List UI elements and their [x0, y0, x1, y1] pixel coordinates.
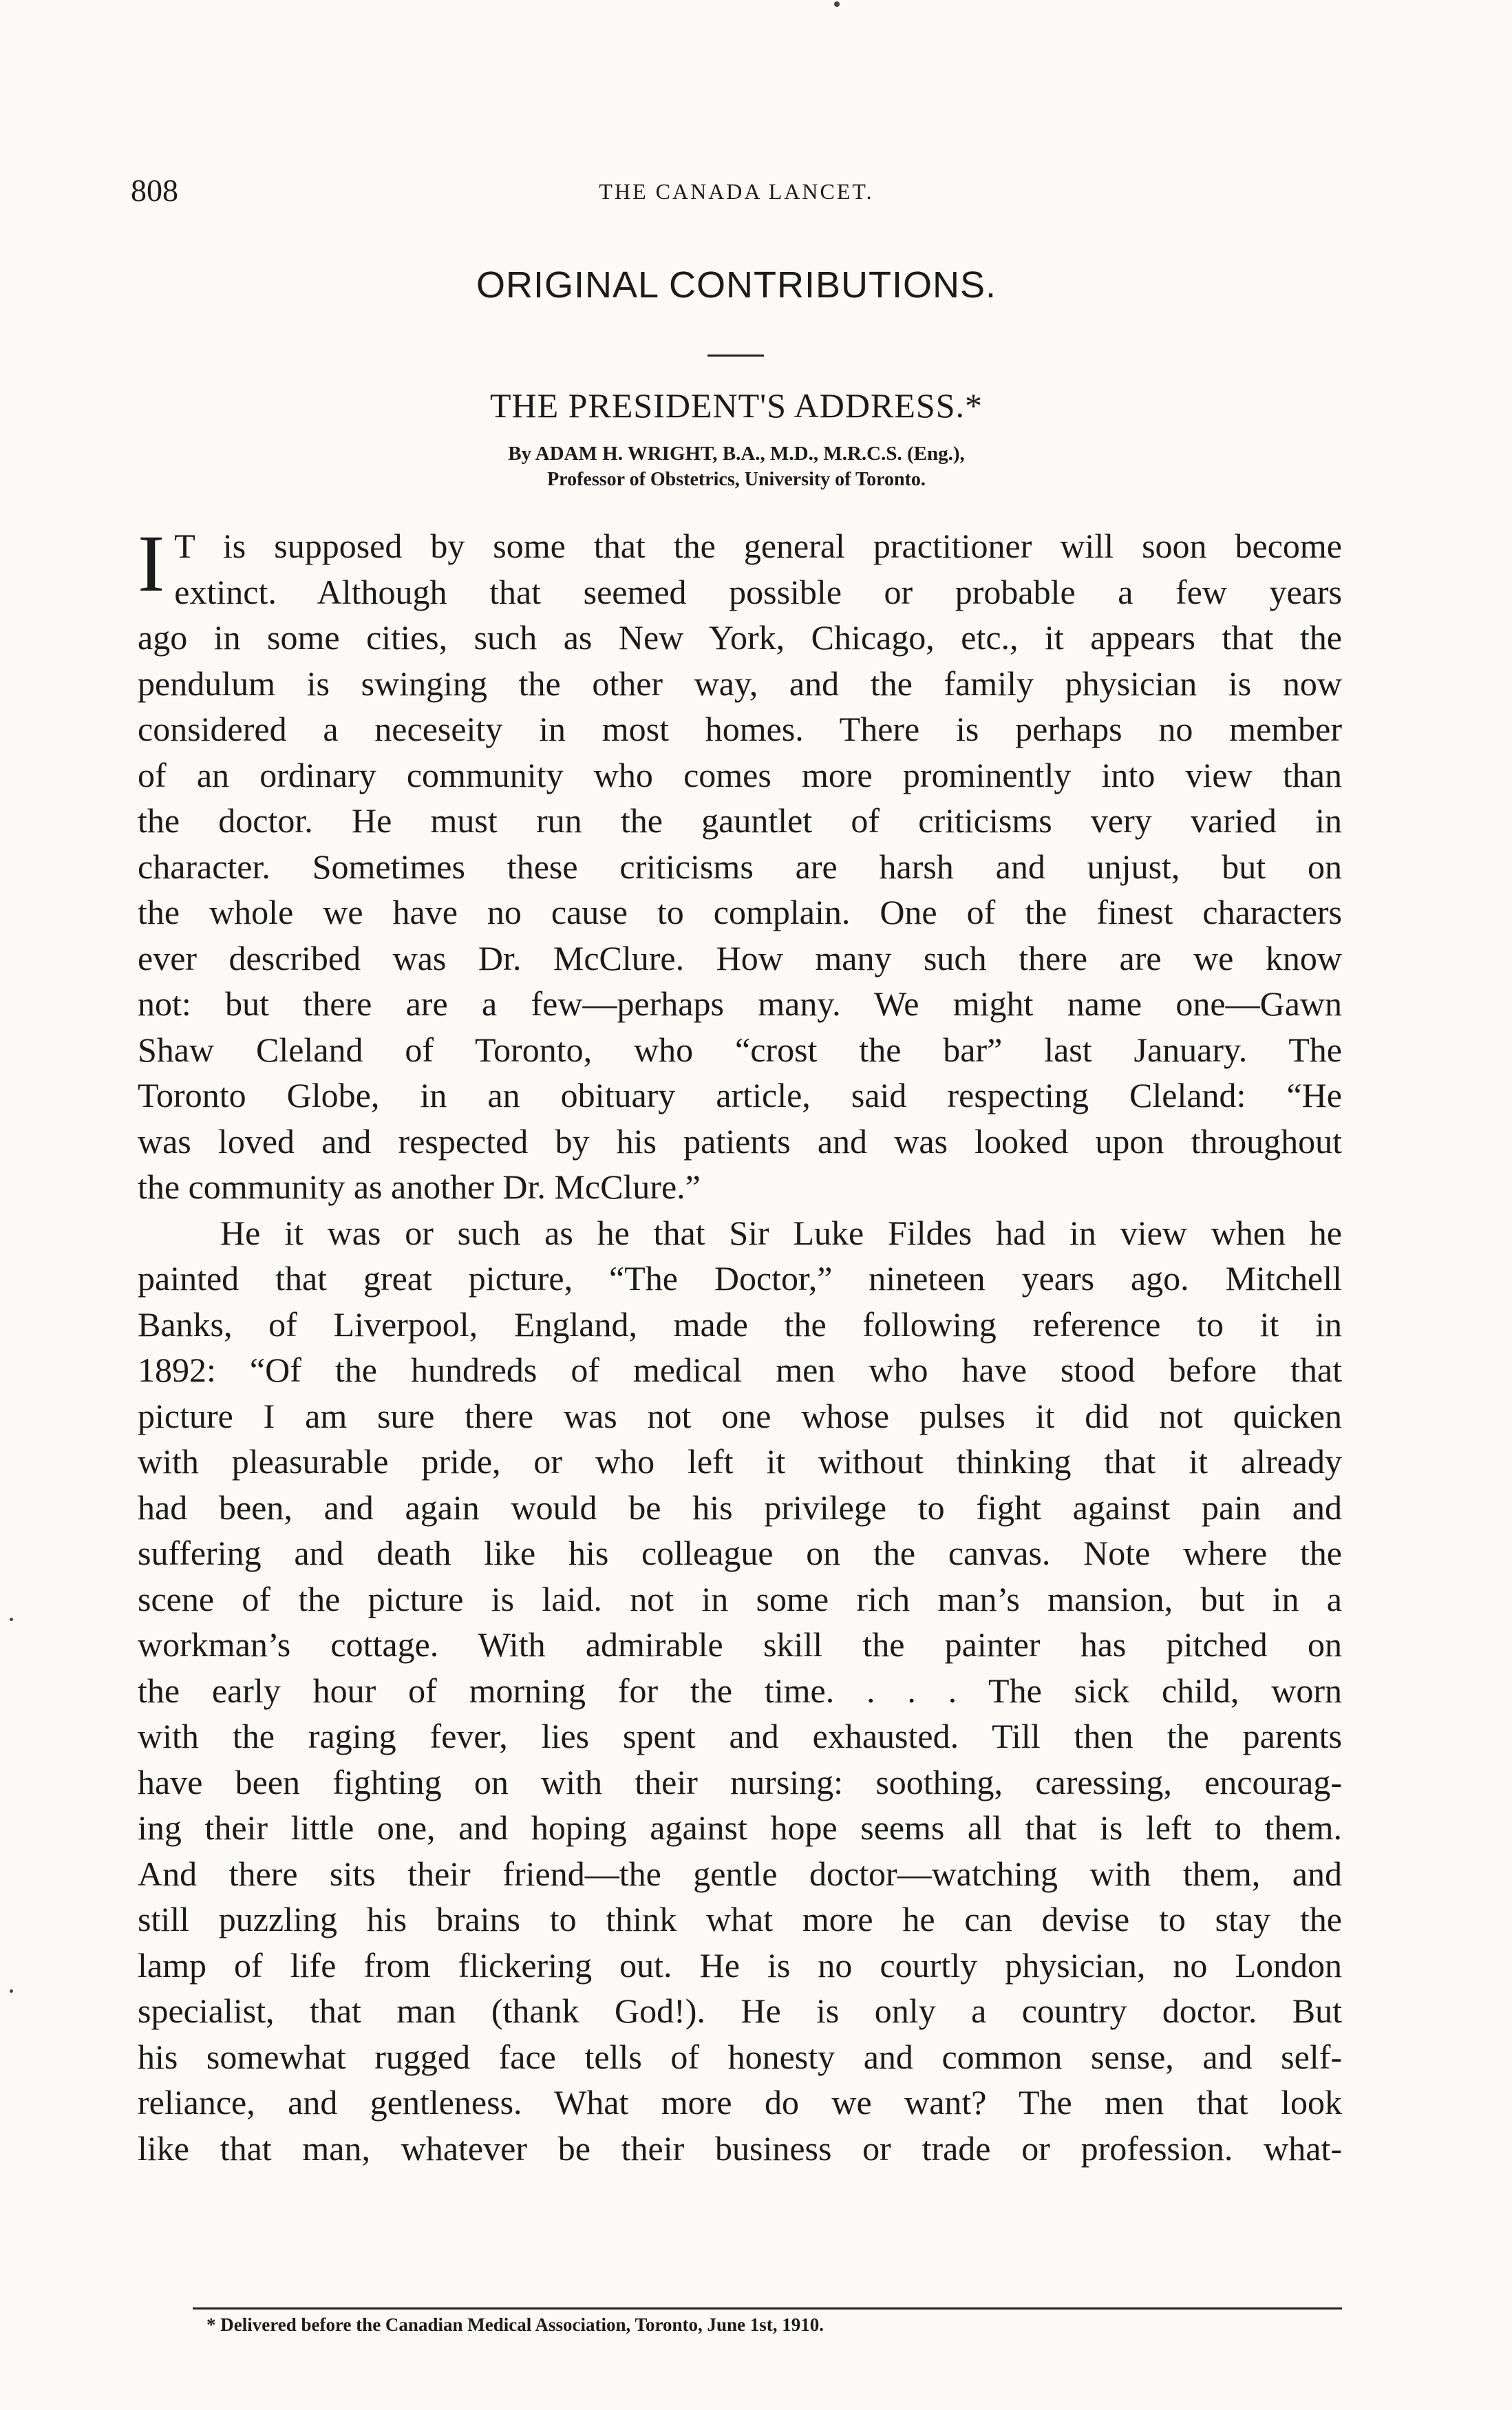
text-line: had been, and again would be his privilege to fight against pain and: [138, 1488, 1342, 1527]
text-line: like that man, whatever be their business or trade or profession. what-: [138, 2128, 1342, 2168]
paragraph-2: [138, 1210, 1342, 2172]
text-line: 1892: “Of the hundreds of medical men who have stood before that: [138, 1351, 1342, 1389]
text-line: picture I am sure there was not one whose pulses it did not quicken: [138, 1396, 1342, 1435]
title-rule: [707, 355, 764, 357]
text-line: ever described was Dr. McClure. How many such there are we know: [138, 938, 1342, 977]
page-number: 808: [131, 173, 178, 208]
text-line: still puzzling his brains to think what more he can devise to stay the: [138, 1900, 1342, 1938]
byline-block: [131, 441, 1342, 493]
text-line: extinct. Although that seemed possible or probable a few years: [174, 572, 1342, 611]
text-line: T is supposed by some that the general practitioner will soon become: [174, 527, 1342, 565]
text-line: not: but there are a few—perhaps many. We might name one—Gawn: [138, 984, 1342, 1023]
running-head: THE CANADA LANCET.: [599, 179, 874, 204]
text-line: his somewhat rugged face tells of honesty and common sense, and self-: [138, 2037, 1342, 2076]
text-line: of an ordinary community who comes more prominently into view than: [138, 755, 1342, 794]
text-line: considered a neceseity in most homes. There is perhaps no member: [138, 710, 1342, 748]
text-line: scene of the picture is laid. not in some rich man’s mansion, but in a: [138, 1579, 1342, 1618]
byline: By ADAM H. WRIGHT, B.A., M.D., M.R.C.S. (Eng.),: [508, 443, 965, 465]
page-header: [131, 172, 1342, 213]
text-line: Shaw Cleland of Toronto, who “crost the bar” last January. The: [138, 1030, 1342, 1069]
text-line: specialist, that man (thank God!). He is only a country doctor. But: [138, 1991, 1342, 2030]
text-line: And there sits their friend—the gentle doctor—watching with them, and: [138, 1854, 1342, 1893]
footnote: * Delivered before the Canadian Medical Association, Toronto, June 1st, 1910.: [206, 2314, 824, 2335]
text-line: pendulum is swinging the other way, and the family physician is now: [138, 664, 1342, 703]
affiliation: Professor of Obstetrics, University of Toronto.: [547, 469, 926, 490]
text-line: have been fighting on with their nursing: soothing, caressing, encourag-: [138, 1762, 1342, 1801]
text-line: was loved and respected by his patients and was looked upon throughout: [138, 1121, 1342, 1161]
scan-speck: [834, 1, 840, 7]
paragraph-1: [138, 518, 1342, 1210]
text-line: the doctor. He must run the gauntlet of criticisms very varied in: [138, 801, 1342, 840]
article-title: THE PRESIDENT'S ADDRESS.*: [489, 386, 983, 425]
text-line: character. Sometimes these criticisms are harsh and unjust, but on: [138, 847, 1342, 886]
text-line: reliance, and gentleness. What more do we want? The men that look: [138, 2083, 1342, 2122]
section-title: ORIGINAL CONTRIBUTIONS.: [476, 264, 997, 306]
text-line: workman’s cottage. With admirable skill the painter has pitched on: [138, 1625, 1342, 1664]
text-line: lamp of life from flickering out. He is no courtly physician, no London: [138, 1945, 1342, 1985]
text-line: He it was or such as he that Sir Luke Fildes had in view when he: [220, 1213, 1342, 1252]
text-line: with the raging fever, lies spent and exhausted. Till then the parents: [138, 1717, 1342, 1755]
footnote-rule: [193, 2307, 1342, 2309]
scan-speck: [10, 1618, 13, 1621]
text-line: the whole we have no cause to complain. One of the finest characters: [138, 893, 1342, 931]
text-line: Banks, of Liverpool, England, made the following reference to it in: [138, 1304, 1342, 1344]
text-line: ing their little one, and hoping against hope seems all that is left to them.: [138, 1808, 1342, 1847]
scan-speck: [10, 1989, 13, 1993]
text-line: Toronto Globe, in an obituary article, said respecting Cleland: “He: [138, 1076, 1342, 1114]
text-line: with pleasurable pride, or who left it without thinking that it already: [138, 1442, 1342, 1481]
drop-cap: I: [138, 518, 165, 609]
text-line: suffering and death like his colleague on the canvas. Note where the: [138, 1534, 1342, 1572]
text-line: the community as another Dr. McClure.”: [138, 1167, 701, 1206]
text-line: ago in some cities, such as New York, Chicago, etc., it appears that the: [138, 618, 1342, 657]
text-line: painted that great picture, “The Doctor,” nineteen years ago. Mitchell: [138, 1259, 1342, 1298]
article-body: [138, 518, 1342, 2171]
text-line: the early hour of morning for the time. . . . The sick child, worn: [138, 1671, 1342, 1710]
